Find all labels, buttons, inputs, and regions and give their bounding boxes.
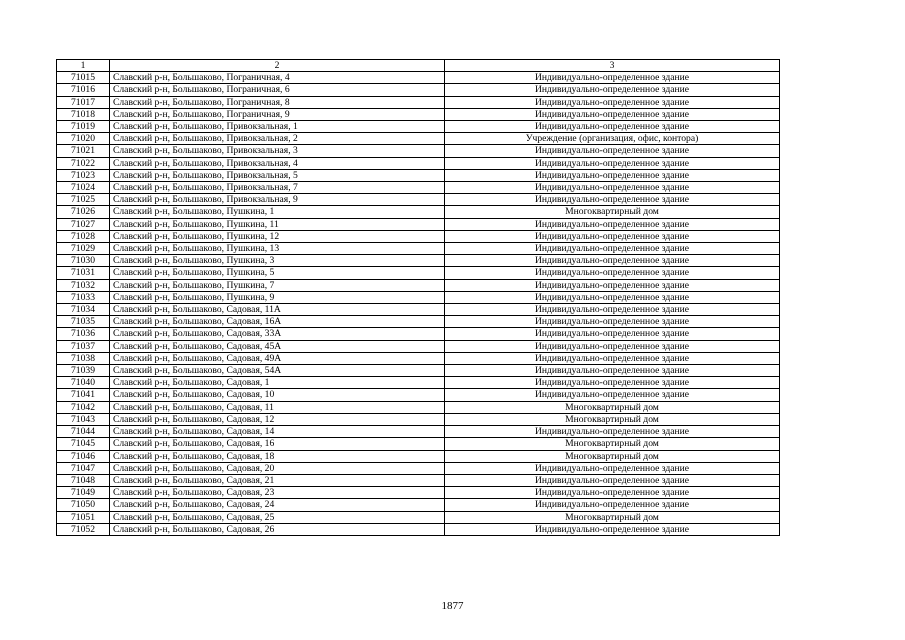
cell-type: Индивидуально-определенное здание bbox=[445, 84, 780, 96]
table-row bbox=[57, 291, 780, 303]
table-row bbox=[57, 279, 780, 291]
cell-address: Славский р-н, Большаково, Пушкина, 5 bbox=[110, 267, 445, 279]
table-row bbox=[57, 438, 780, 450]
table-row bbox=[57, 413, 780, 425]
table-row bbox=[57, 474, 780, 486]
address-table bbox=[56, 59, 780, 536]
cell-address: Славский р-н, Большаково, Пушкина, 3 bbox=[110, 255, 445, 267]
cell-number: 71024 bbox=[57, 182, 110, 194]
cell-type: Индивидуально-определенное здание bbox=[445, 316, 780, 328]
cell-number: 71022 bbox=[57, 157, 110, 169]
cell-number: 71046 bbox=[57, 450, 110, 462]
table-row bbox=[57, 84, 780, 96]
cell-type: Многоквартирный дом bbox=[445, 511, 780, 523]
cell-number: 71021 bbox=[57, 145, 110, 157]
cell-number: 71020 bbox=[57, 133, 110, 145]
cell-type: Индивидуально-определенное здание bbox=[445, 523, 780, 535]
cell-type: Учреждение (организация, офис, контора) bbox=[445, 133, 780, 145]
cell-number: 71052 bbox=[57, 523, 110, 535]
table-row bbox=[57, 499, 780, 511]
cell-number: 71043 bbox=[57, 413, 110, 425]
cell-type: Индивидуально-определенное здание bbox=[445, 267, 780, 279]
cell-number: 71029 bbox=[57, 243, 110, 255]
cell-number: 71031 bbox=[57, 267, 110, 279]
cell-address: Славский р-н, Большаково, Привокзальная, 3 bbox=[110, 145, 445, 157]
cell-address: Славский р-н, Большаково, Садовая, 18 bbox=[110, 450, 445, 462]
table-row bbox=[57, 255, 780, 267]
cell-address: Славский р-н, Большаково, Садовая, 14 bbox=[110, 426, 445, 438]
cell-number: 71049 bbox=[57, 487, 110, 499]
cell-number: 71050 bbox=[57, 499, 110, 511]
cell-type: Многоквартирный дом bbox=[445, 450, 780, 462]
cell-number: 71027 bbox=[57, 218, 110, 230]
cell-type: Индивидуально-определенное здание bbox=[445, 121, 780, 133]
cell-type: Индивидуально-определенное здание bbox=[445, 182, 780, 194]
cell-number: 71015 bbox=[57, 72, 110, 84]
cell-address: Славский р-н, Большаково, Садовая, 10 bbox=[110, 389, 445, 401]
table-row bbox=[57, 352, 780, 364]
cell-number: 71018 bbox=[57, 108, 110, 120]
cell-type: Многоквартирный дом bbox=[445, 438, 780, 450]
table-row bbox=[57, 450, 780, 462]
cell-address: Славский р-н, Большаково, Привокзальная, 9 bbox=[110, 194, 445, 206]
table-row bbox=[57, 365, 780, 377]
cell-number: 71048 bbox=[57, 474, 110, 486]
table-row bbox=[57, 511, 780, 523]
table-row bbox=[57, 267, 780, 279]
table-row bbox=[57, 182, 780, 194]
cell-number: 71026 bbox=[57, 206, 110, 218]
cell-type: Индивидуально-определенное здание bbox=[445, 474, 780, 486]
cell-type: Многоквартирный дом bbox=[445, 413, 780, 425]
table-row bbox=[57, 316, 780, 328]
cell-number: 71034 bbox=[57, 304, 110, 316]
cell-address: Славский р-н, Большаково, Садовая, 24 bbox=[110, 499, 445, 511]
cell-address: Славский р-н, Большаково, Садовая, 16 bbox=[110, 438, 445, 450]
cell-address: Славский р-н, Большаково, Садовая, 11 bbox=[110, 401, 445, 413]
cell-type: Индивидуально-определенное здание bbox=[445, 487, 780, 499]
table-header-row bbox=[57, 60, 780, 72]
table-row bbox=[57, 426, 780, 438]
cell-number: 71044 bbox=[57, 426, 110, 438]
table-row bbox=[57, 328, 780, 340]
table-row bbox=[57, 157, 780, 169]
cell-type: Индивидуально-определенное здание bbox=[445, 340, 780, 352]
cell-type: Индивидуально-определенное здание bbox=[445, 157, 780, 169]
cell-type: Многоквартирный дом bbox=[445, 206, 780, 218]
cell-address: Славский р-н, Большаково, Привокзальная, 2 bbox=[110, 133, 445, 145]
cell-type: Индивидуально-определенное здание bbox=[445, 462, 780, 474]
cell-address: Славский р-н, Большаково, Садовая, 1 bbox=[110, 377, 445, 389]
cell-address: Славский р-н, Большаково, Садовая, 11А bbox=[110, 304, 445, 316]
cell-type: Индивидуально-определенное здание bbox=[445, 230, 780, 242]
cell-address: Славский р-н, Большаково, Садовая, 21 bbox=[110, 474, 445, 486]
cell-type: Индивидуально-определенное здание bbox=[445, 328, 780, 340]
cell-address: Славский р-н, Большаково, Пушкина, 11 bbox=[110, 218, 445, 230]
cell-number: 71036 bbox=[57, 328, 110, 340]
cell-address: Славский р-н, Большаково, Пушкина, 9 bbox=[110, 291, 445, 303]
cell-address: Славский р-н, Большаково, Пограничная, 6 bbox=[110, 84, 445, 96]
cell-type: Индивидуально-определенное здание bbox=[445, 194, 780, 206]
table-row bbox=[57, 145, 780, 157]
table-row bbox=[57, 487, 780, 499]
header-cell-address: 2 bbox=[110, 60, 445, 72]
cell-type: Индивидуально-определенное здание bbox=[445, 304, 780, 316]
cell-type: Индивидуально-определенное здание bbox=[445, 255, 780, 267]
cell-type: Многоквартирный дом bbox=[445, 401, 780, 413]
cell-number: 71019 bbox=[57, 121, 110, 133]
table-row bbox=[57, 133, 780, 145]
cell-type: Индивидуально-определенное здание bbox=[445, 72, 780, 84]
cell-address: Славский р-н, Большаково, Садовая, 25 bbox=[110, 511, 445, 523]
table-row bbox=[57, 121, 780, 133]
cell-address: Славский р-н, Большаково, Пушкина, 1 bbox=[110, 206, 445, 218]
cell-type: Индивидуально-определенное здание bbox=[445, 389, 780, 401]
cell-number: 71045 bbox=[57, 438, 110, 450]
cell-type: Индивидуально-определенное здание bbox=[445, 243, 780, 255]
cell-type: Индивидуально-определенное здание bbox=[445, 145, 780, 157]
cell-type: Индивидуально-определенное здание bbox=[445, 352, 780, 364]
cell-number: 71042 bbox=[57, 401, 110, 413]
cell-type: Индивидуально-определенное здание bbox=[445, 96, 780, 108]
cell-type: Индивидуально-определенное здание bbox=[445, 279, 780, 291]
cell-number: 71016 bbox=[57, 84, 110, 96]
table-row bbox=[57, 206, 780, 218]
cell-address: Славский р-н, Большаково, Пушкина, 12 bbox=[110, 230, 445, 242]
table-row bbox=[57, 169, 780, 181]
cell-type: Индивидуально-определенное здание bbox=[445, 499, 780, 511]
cell-address: Славский р-н, Большаково, Садовая, 49А bbox=[110, 352, 445, 364]
table-row bbox=[57, 340, 780, 352]
cell-address: Славский р-н, Большаково, Привокзальная, 4 bbox=[110, 157, 445, 169]
cell-address: Славский р-н, Большаково, Садовая, 20 bbox=[110, 462, 445, 474]
table-row bbox=[57, 72, 780, 84]
cell-type: Индивидуально-определенное здание bbox=[445, 377, 780, 389]
cell-number: 71041 bbox=[57, 389, 110, 401]
table-body bbox=[57, 72, 780, 536]
cell-address: Славский р-н, Большаково, Привокзальная, 5 bbox=[110, 169, 445, 181]
cell-number: 71051 bbox=[57, 511, 110, 523]
table-row bbox=[57, 304, 780, 316]
table-row bbox=[57, 108, 780, 120]
cell-type: Индивидуально-определенное здание bbox=[445, 108, 780, 120]
cell-number: 71032 bbox=[57, 279, 110, 291]
table-row bbox=[57, 462, 780, 474]
cell-number: 71025 bbox=[57, 194, 110, 206]
cell-number: 71023 bbox=[57, 169, 110, 181]
cell-address: Славский р-н, Большаково, Пограничная, 4 bbox=[110, 72, 445, 84]
cell-address: Славский р-н, Большаково, Пограничная, 9 bbox=[110, 108, 445, 120]
cell-type: Индивидуально-определенное здание bbox=[445, 426, 780, 438]
cell-address: Славский р-н, Большаково, Садовая, 16А bbox=[110, 316, 445, 328]
header-cell-type: 3 bbox=[445, 60, 780, 72]
cell-number: 71038 bbox=[57, 352, 110, 364]
table-row bbox=[57, 230, 780, 242]
cell-number: 71030 bbox=[57, 255, 110, 267]
cell-address: Славский р-н, Большаково, Пушкина, 7 bbox=[110, 279, 445, 291]
cell-number: 71017 bbox=[57, 96, 110, 108]
table-row bbox=[57, 389, 780, 401]
header-cell-number: 1 bbox=[57, 60, 110, 72]
cell-type: Индивидуально-определенное здание bbox=[445, 218, 780, 230]
table-row bbox=[57, 96, 780, 108]
cell-address: Славский р-н, Большаково, Садовая, 23 bbox=[110, 487, 445, 499]
cell-address: Славский р-н, Большаково, Садовая, 45А bbox=[110, 340, 445, 352]
cell-type: Индивидуально-определенное здание bbox=[445, 169, 780, 181]
cell-number: 71047 bbox=[57, 462, 110, 474]
table-row bbox=[57, 194, 780, 206]
cell-number: 71037 bbox=[57, 340, 110, 352]
cell-address: Славский р-н, Большаково, Садовая, 33А bbox=[110, 328, 445, 340]
cell-address: Славский р-н, Большаково, Привокзальная, 7 bbox=[110, 182, 445, 194]
cell-type: Индивидуально-определенное здание bbox=[445, 365, 780, 377]
table-row bbox=[57, 243, 780, 255]
cell-number: 71039 bbox=[57, 365, 110, 377]
cell-type: Индивидуально-определенное здание bbox=[445, 291, 780, 303]
cell-address: Славский р-н, Большаково, Пушкина, 13 bbox=[110, 243, 445, 255]
cell-address: Славский р-н, Большаково, Садовая, 54А bbox=[110, 365, 445, 377]
table-row bbox=[57, 401, 780, 413]
page-number: 1877 bbox=[441, 600, 464, 612]
cell-address: Славский р-н, Большаково, Садовая, 12 bbox=[110, 413, 445, 425]
table-row bbox=[57, 523, 780, 535]
table-row bbox=[57, 377, 780, 389]
cell-number: 71033 bbox=[57, 291, 110, 303]
cell-number: 71035 bbox=[57, 316, 110, 328]
cell-number: 71040 bbox=[57, 377, 110, 389]
cell-address: Славский р-н, Большаково, Садовая, 26 bbox=[110, 523, 445, 535]
table-row bbox=[57, 218, 780, 230]
cell-number: 71028 bbox=[57, 230, 110, 242]
cell-address: Славский р-н, Большаково, Привокзальная, 1 bbox=[110, 121, 445, 133]
cell-address: Славский р-н, Большаково, Пограничная, 8 bbox=[110, 96, 445, 108]
